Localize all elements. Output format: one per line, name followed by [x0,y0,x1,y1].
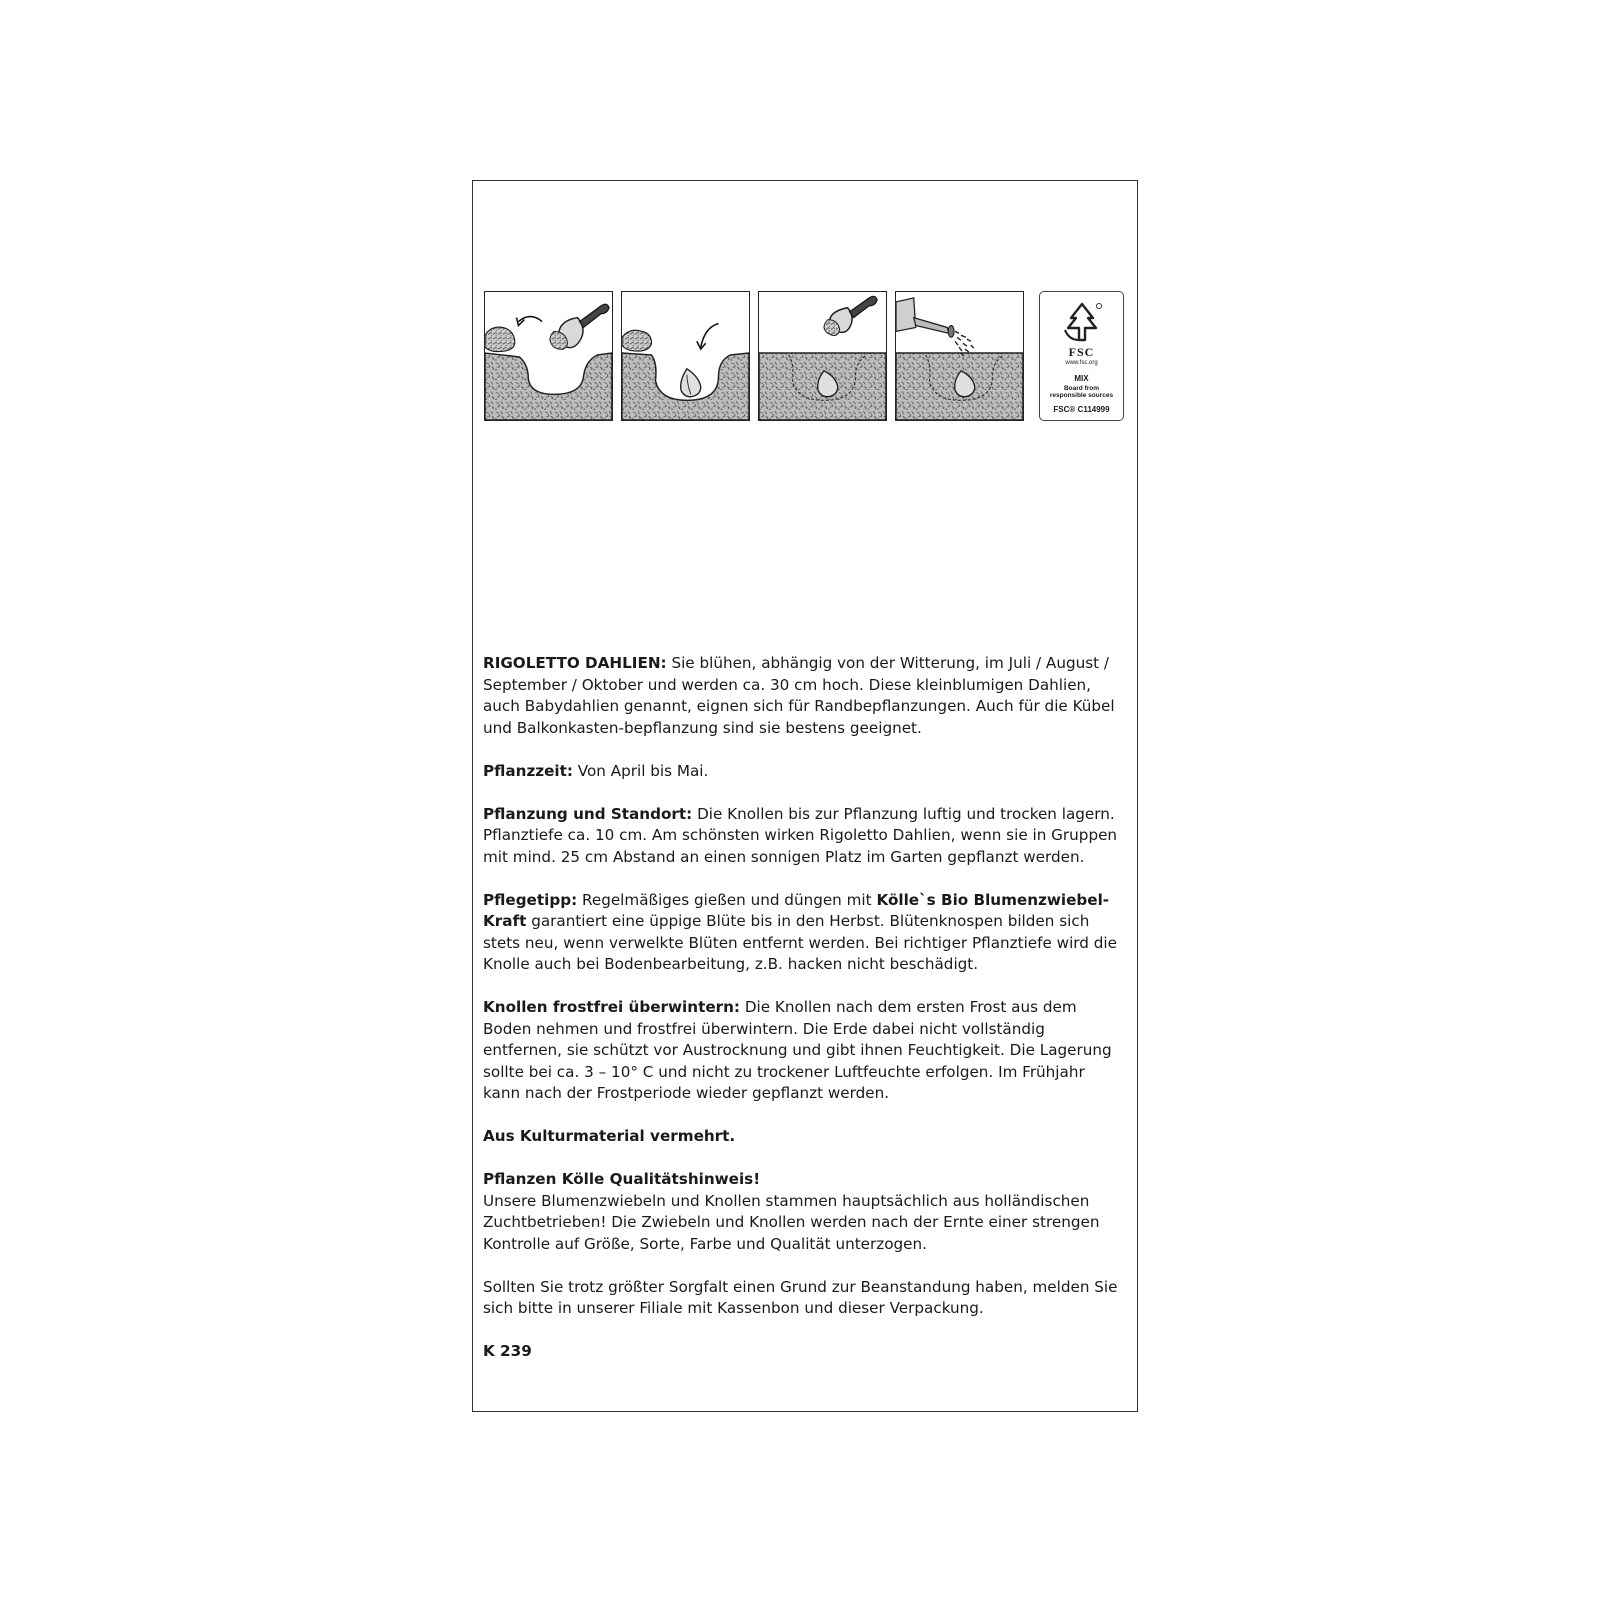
step-1-dig-hole [484,291,613,421]
standort-paragraph [483,804,1123,869]
standort-title: Pflanzung und Standort: [483,804,693,823]
pflegetipp-text-1: Regelmäßiges gießen und düngen mit [581,890,872,909]
description-text [483,653,1123,1384]
planting-steps [484,291,1124,423]
kultur-text: Aus Kulturmaterial vermehrt. [483,1127,736,1145]
quality-paragraph [483,1169,1123,1255]
pflanzzeit-paragraph [483,761,1123,783]
water-illustration [896,292,1023,420]
pflegetipp-title: Pflegetipp: [483,890,578,909]
kultur-paragraph [483,1126,1123,1148]
winter-title: Knollen frostfrei überwintern: [483,998,741,1016]
rigoletto-text: Sie blühen, abhängig von der Witterung, im Juli / August / September / Oktober und werden ca. 30 cm hoch. Diese kleinblumigen Dahlien, auch Babydahlien genannt, eignen sich für Randbepflanzungen. Auch für die Kübel und Balkonkasten-bepflanzung sind sie bestens geeignet. [483,654,1115,737]
place-tuber-illustration [622,292,749,420]
pflanzzeit-text: Von April bis Mai. [577,761,709,780]
fsc-mix: MIX [1074,374,1089,383]
pflegetipp-product: Kölle`s Bio Blumenzwiebel-Kraft [483,890,1110,930]
pflegetipp-paragraph [483,890,1123,976]
complaint-text: Sollten Sie trotz größter Sorgfalt einen Grund zur Beanstandung haben, melden Sie sich bitte in unserer Filiale mit Kassenbon und dieser Verpackung. [483,1277,1118,1317]
quality-title: Pflanzen Kölle Qualitätshinweis! [483,1170,761,1188]
dig-hole-illustration [485,292,612,420]
rigoletto-paragraph [483,653,1123,739]
step-3-cover-soil [758,291,887,421]
fsc-board-line2: responsible sources [1049,392,1114,399]
quality-text: Unsere Blumenzwiebeln und Knollen stammen hauptsächlich aus holländischen Zuchtbetrieben! Die Zwiebeln und Knollen werden nach der Ernte einer strengen Kontrolle auf Größe, Sorte, Farbe und Qualität unterzogen. [483,1191,1100,1253]
fsc-url: www.fsc.org [1065,360,1098,366]
packet-back-card [472,180,1138,1412]
fsc-board-line1: Board from [1063,385,1100,392]
rigoletto-title: RIGOLETTO DAHLIEN: [483,654,667,672]
step-4-water [895,291,1024,421]
winter-text: Die Knollen nach dem ersten Frost aus dem Boden nehmen und frostfrei überwintern. Die Erde dabei nicht vollständig entfernen, sie schützt vor Austrocknung und gibt ihnen Feuchtigkeit. Die Lagerung sollte bei ca. 3 – 10° C und nicht zu trockener Luftfeuchte erfolgen. Im Frühjahr kann nach der Frostperiode wieder gepflanzt werden. [483,998,1112,1102]
pflegetipp-text-2: garantiert eine üppige Blüte bis in den Herbst. Blütenknospen bilden sich stets neu, wenn verwelkte Blüten entfernt werden. Bei richtiger Pflanztiefe wird die Knolle auch bei Bodenbearbeitung, z.B. hacken nicht beschädigt. [483,912,1117,973]
pflanzzeit-title: Pflanzzeit: [483,761,573,780]
cover-soil-illustration [759,292,886,420]
fsc-board-text [1040,385,1123,399]
standort-text: Die Knollen bis zur Pflanzung luftig und trocken lagern. Pflanztiefe ca. 10 cm. Am schönsten wirken Rigoletto Dahlien, wenn sie in Gruppen mit mind. 25 cm Abstand an einen sonnigen Platz im Garten gepflanzt werden. [483,804,1118,866]
fsc-code: FSC® C114999 [1053,405,1110,414]
step-2-place-tuber [621,291,750,421]
complaint-paragraph [483,1277,1123,1320]
product-code-paragraph [483,1341,1123,1363]
fsc-tree-icon [1059,300,1105,346]
fsc-label [1039,291,1124,421]
fsc-name: FSC [1068,345,1095,359]
product-code: K 239 [483,1342,532,1360]
winter-paragraph [483,997,1123,1105]
